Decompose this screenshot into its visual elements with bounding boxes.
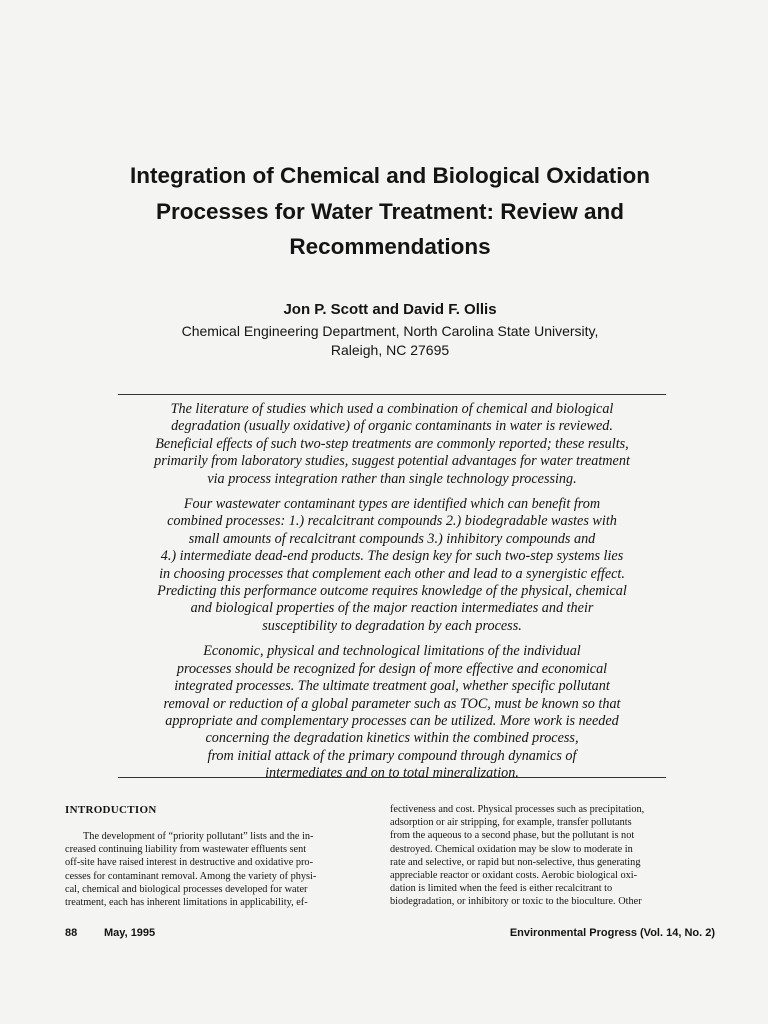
abstract-line: 4.) intermediate dead-end products. The design key for such two-step systems lies [160, 548, 624, 565]
abstract-line: Beneficial effects of such two-step treatments are commonly reported; these results, [155, 435, 629, 452]
affiliation [40, 322, 740, 360]
article-title [40, 158, 740, 265]
abstract-line: concerning the degradation kinetics within the combined process, [205, 730, 579, 747]
title-line: Recommendations [289, 234, 491, 259]
body-line: The development of “priority pollutant” lists and the in- [83, 831, 314, 842]
abstract-line: via process integration rather than single technology processing. [207, 470, 577, 487]
abstract-paragraph [118, 496, 666, 635]
affiliation-line: Chemical Engineering Department, North Carolina State University, [181, 323, 599, 339]
abstract-bottom-rule [118, 777, 666, 778]
abstract-line: susceptibility to degradation by each process. [262, 617, 522, 634]
body-line: from the aqueous to a second phase, but the pollutant is not [390, 830, 635, 842]
body-line: treatment, each has inherent limitations in applicability, ef- [65, 897, 308, 909]
issue-date: May, 1995 [104, 927, 156, 939]
abstract-line: The literature of studies which used a combination of chemical and biological [170, 401, 614, 417]
body-line: appreciable reactor or oxidant costs. Aerobic biological oxi- [390, 870, 638, 882]
abstract-line: intermediates and on to total mineralization. [265, 765, 519, 782]
body-line: rate and selective, or rapid but non-selective, thus generating [390, 856, 641, 868]
abstract-line: combined processes: 1.) recalcitrant compounds 2.) biodegradable wastes with [167, 513, 617, 530]
abstract-top-rule [118, 394, 666, 395]
abstract-line: primarily from laboratory studies, suggest potential advantages for water treatment [154, 453, 630, 470]
body-line: destroyed. Chemical oxidation may be slow to moderate in [390, 843, 633, 855]
journal-citation: Environmental Progress (Vol. 14, No. 2) [509, 927, 715, 939]
title-line: Integration of Chemical and Biological Oxidation [129, 163, 651, 188]
body-line: off-site have raised interest in destructive and oxidative pro- [65, 857, 313, 869]
body-column-left [65, 803, 385, 909]
abstract-line: Economic, physical and technological limitations of the individual [203, 643, 581, 660]
abstract-line: from initial attack of the primary compound through dynamics of [207, 747, 577, 764]
abstract-line: Predicting this performance outcome requires knowledge of the physical, chemical [157, 583, 627, 600]
body-line: cesses for contaminant removal. Among the variety of physi- [65, 870, 317, 882]
abstract-line: integrated processes. The ultimate treatment goal, whether specific pollutant [174, 678, 610, 695]
authors: Jon P. Scott and David F. Ollis [283, 301, 497, 318]
abstract [118, 401, 666, 791]
abstract-line: appropriate and complementary processes can be utilized. More work is needed [165, 712, 619, 729]
abstract-line: degradation (usually oxidative) of organic contaminants in water is reviewed. [171, 418, 613, 435]
page-number: 88 [65, 927, 78, 939]
abstract-paragraph [118, 643, 666, 782]
title-line: Processes for Water Treatment: Review and [155, 198, 625, 224]
abstract-line: removal or reduction of a global parameter such as TOC, must be known so that [163, 695, 621, 712]
body-line: dation is limited when the feed is either recalcitrant to [390, 883, 613, 895]
body-line: cal, chemical and biological processes developed for water [65, 883, 308, 895]
body-line: biodegradation, or inhibitory or toxic to the bioculture. Other [390, 896, 642, 908]
body-line: fectiveness and cost. Physical processes such as precipitation, [390, 804, 645, 815]
abstract-paragraph [118, 401, 666, 488]
affiliation-line: Raleigh, NC 27695 [330, 342, 450, 358]
body-column-right [390, 803, 710, 909]
abstract-line: and biological properties of the major reaction intermediates and their [190, 600, 594, 617]
abstract-line: Four wastewater contaminant types are identified which can benefit from [183, 496, 601, 513]
body-line: adsorption or air stripping, for example, transfer pollutants [390, 817, 632, 829]
abstract-line: in choosing processes that complement each other and lead to a synergistic effect. [159, 565, 625, 582]
section-heading: INTRODUCTION [65, 804, 157, 816]
body-line: creased continuing liability from wastewater effluents sent [65, 844, 307, 856]
abstract-line: processes should be recognized for design of more effective and economical [176, 660, 608, 677]
abstract-line: small amounts of recalcitrant compounds 3.) inhibitory compounds and [188, 530, 596, 547]
